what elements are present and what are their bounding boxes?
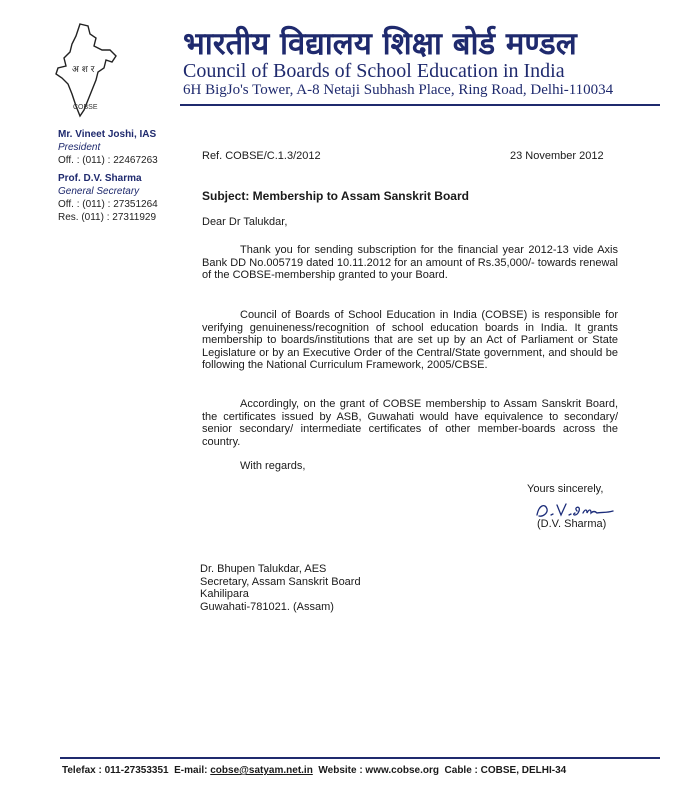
footer-website: Website : www.cobse.org xyxy=(318,765,439,776)
official-role: President xyxy=(58,142,101,153)
addressee-line: Secretary, Assam Sanskrit Board xyxy=(200,575,361,588)
addressee-line: Kahilipara xyxy=(200,588,249,600)
council-address: 6H BigJo's Tower, A-8 Netaji Subhash Place, Ring Road, Delhi-110034 xyxy=(183,82,614,98)
letter-subject: Subject: Membership to Assam Sanskrit Board xyxy=(202,189,469,203)
footer-divider xyxy=(60,757,660,759)
addressee-block xyxy=(200,563,361,613)
body-paragraph: Accordingly, on the grant of COBSE membership to Assam Sanskrit Board, the certificates issued by ASB, Guwahati would have equivalence to secondary/ senior secondary/ intermediate certificates of other member-boards across the country. xyxy=(202,398,618,448)
official-general-secretary xyxy=(58,172,158,224)
header-divider xyxy=(180,104,660,106)
logo-caption: COBSE xyxy=(73,104,98,111)
official-phone: Off. : (011) : 22467263 xyxy=(58,155,158,166)
official-name: Mr. Vineet Joshi, IAS xyxy=(58,129,157,140)
signatory-name: (D.V. Sharma) xyxy=(537,518,607,530)
footer-contact xyxy=(62,765,566,776)
official-name: Prof. D.V. Sharma xyxy=(58,173,142,184)
footer-telefax: Telefax : 011-27353351 xyxy=(62,765,169,776)
official-role: General Secretary xyxy=(58,186,140,197)
english-title: Council of Boards of School Education in India xyxy=(183,60,565,82)
salutation: Dear Dr Talukdar, xyxy=(202,216,288,228)
footer-cable: Cable : COBSE, DELHI-34 xyxy=(444,765,567,776)
valediction: Yours sincerely, xyxy=(527,483,604,495)
letter-date: 23 November 2012 xyxy=(510,150,604,162)
body-paragraph: Council of Boards of School Education in India (COBSE) is responsible for verifying genuineness/recognition of school education boards in India. It grants membership to boards/institutions that are set up by an Act of Parliament or State Legislature or by an Executive Order of the Central/State government, and should be following the National Curriculum Framework, 2005/CBSE. xyxy=(202,309,618,371)
official-phone: Off. : (011) : 27351264 xyxy=(58,199,158,210)
hindi-title: भारतीय विद्यालय शिक्षा बोर्ड मण्डल xyxy=(183,26,577,62)
footer-email-label: E-mail: xyxy=(174,765,208,776)
addressee-line: Dr. Bhupen Talukdar, AES xyxy=(200,563,327,575)
addressee-line: Guwahati-781021. (Assam) xyxy=(200,600,334,613)
svg-text:अ श र: अ श र xyxy=(72,65,95,75)
official-phone: Res. (011) : 27311929 xyxy=(58,212,157,223)
official-president xyxy=(58,128,158,167)
reference-number: Ref. COBSE/C.1.3/2012 xyxy=(202,150,321,162)
footer-email-link[interactable]: cobse@satyam.net.in xyxy=(210,765,313,776)
body-paragraph: Thank you for sending subscription for the financial year 2012-13 vide Axis Bank DD No.005719 dated 10.11.2012 for an amount of Rs.35,000/- towards renewal of the COBSE-membership granted to your Board. xyxy=(202,244,618,281)
closing-line: With regards, xyxy=(240,460,306,472)
